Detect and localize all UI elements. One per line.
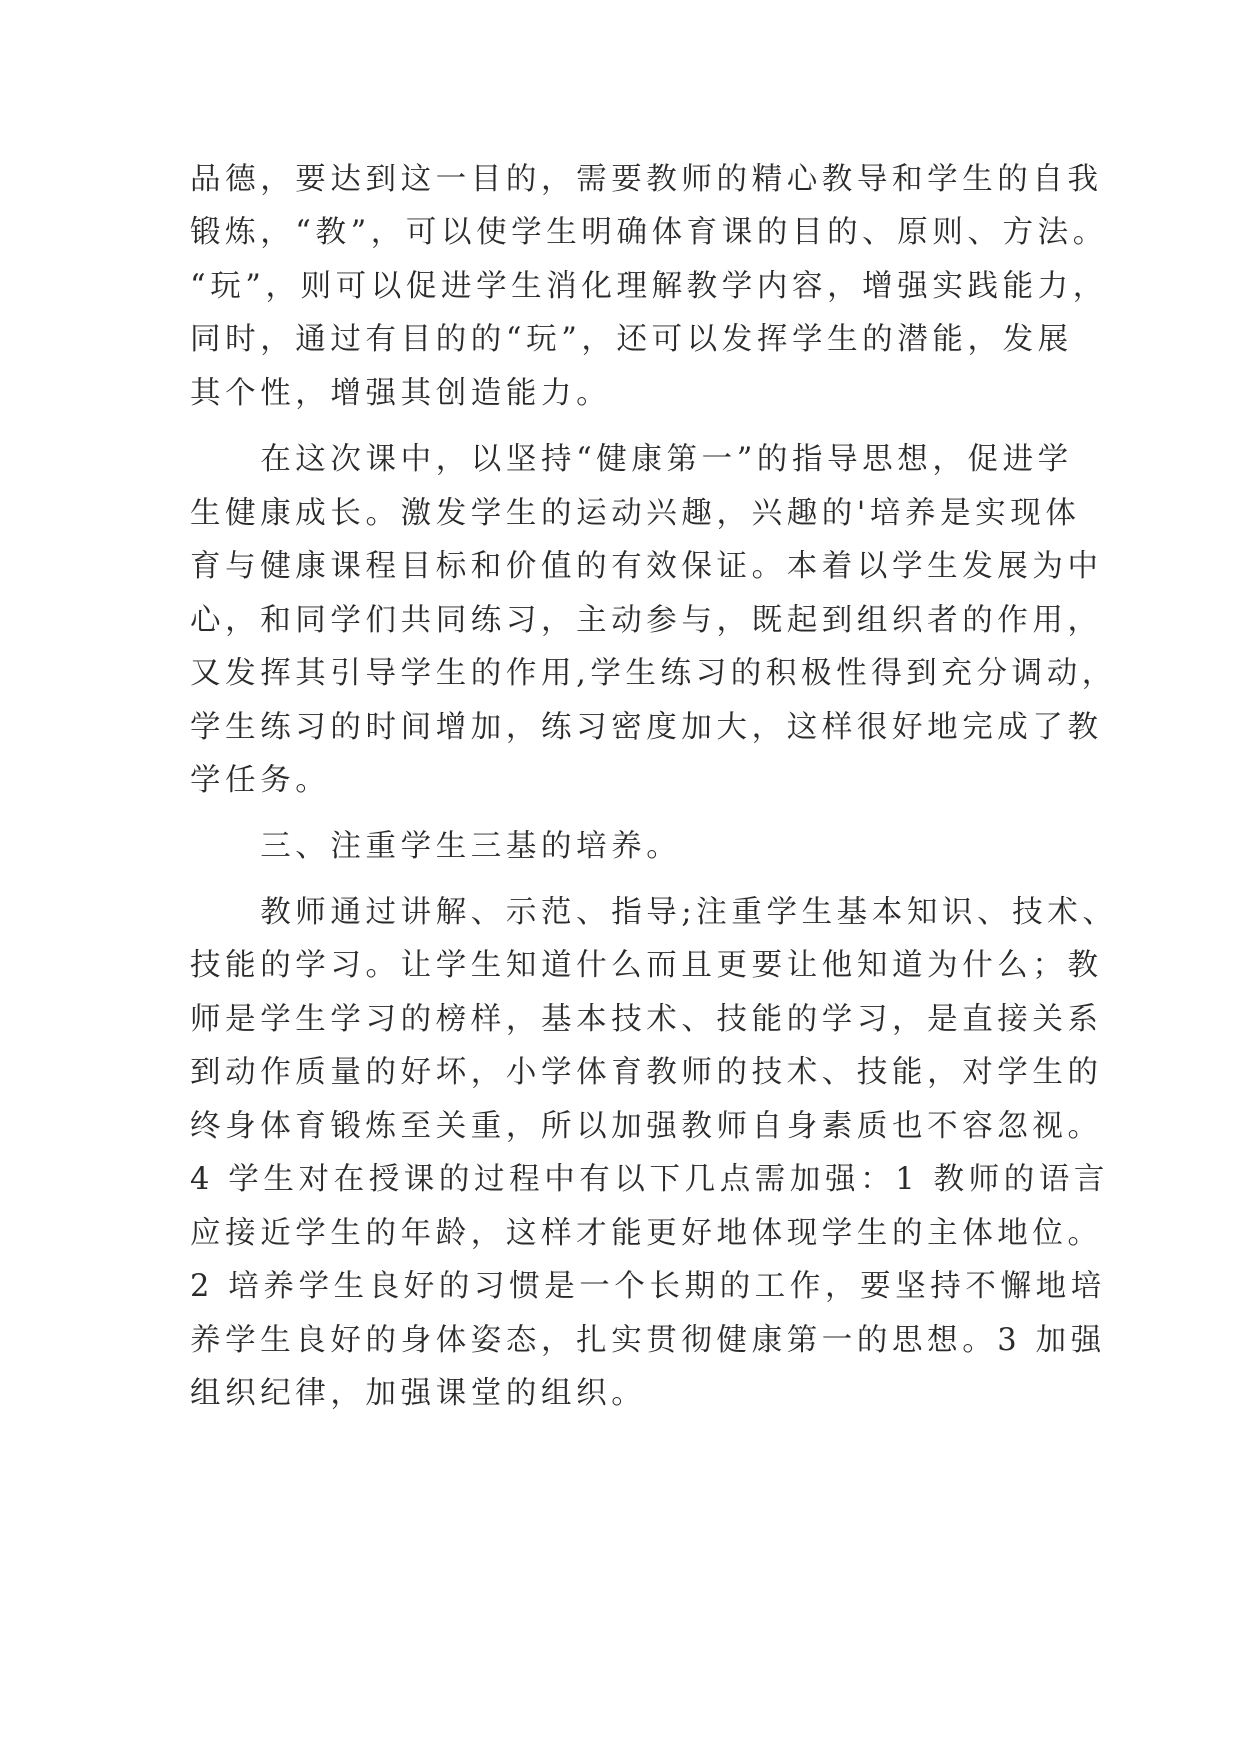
text-line: 应接近学生的年龄，这样才能更好地体现学生的主体地位。 [190,1216,1103,1251]
text-line: 技能的学习。让学生知道什么而且更要让他知道为什么；教 [190,948,1103,983]
text-line: 4 学生对在授课的过程中有以下几点需加强：1 教师的语言 [190,1162,1109,1197]
text-line: 组织纪律，加强课堂的组织。 [190,1376,647,1411]
text-line: 其个性，增强其创造能力。 [190,376,612,411]
text-line: 心，和同学们共同练习，主动参与，既起到组织者的作用， [190,603,1103,638]
text-line: 锻炼，“教”，可以使学生明确体育课的目的、原则、方法。 [190,215,1108,250]
text-line: 育与健康课程目标和价值的有效保证。本着以学生发展为中 [190,549,1103,584]
text-line: 学生练习的时间增加，练习密度加大，这样很好地完成了教 [190,710,1103,745]
text-line: 终身体育锻炼至关重，所以加强教师自身素质也不容忽视。 [190,1109,1103,1144]
text-line: 2 培养学生良好的习惯是一个长期的工作，要坚持不懈地培 [190,1269,1106,1304]
text-line: 教师通过讲解、示范、指导;注重学生基本知识、技术、 [190,895,1118,930]
text-line: 又发挥其引导学生的作用,学生练习的积极性得到充分调动， [190,656,1117,691]
text-line: 品德，要达到这一目的，需要教师的精心教导和学生的自我 [190,162,1103,197]
text-line: 养学生良好的身体姿态，扎实贯彻健康第一的思想。3 加强 [190,1323,1106,1358]
text-line: 三、注重学生三基的培养。 [190,829,682,864]
text-line: 到动作质量的好坏，小学体育教师的技术、技能，对学生的 [190,1055,1103,1090]
text-line: 学任务。 [190,763,331,798]
text-line: 在这次课中，以坚持“健康第一”的指导思想，促进学 [190,442,1073,477]
text-line: “玩”，则可以促进学生消化理解教学内容，增强实践能力， [190,269,1108,304]
text-line: 生健康成长。激发学生的运动兴趣，兴趣的'培养是实现体 [190,496,1081,531]
text-line: 同时，通过有目的的“玩”，还可以发挥学生的潜能，发展 [190,322,1073,357]
text-line: 师是学生学习的榜样，基本技术、技能的学习，是直接关系 [190,1002,1103,1037]
